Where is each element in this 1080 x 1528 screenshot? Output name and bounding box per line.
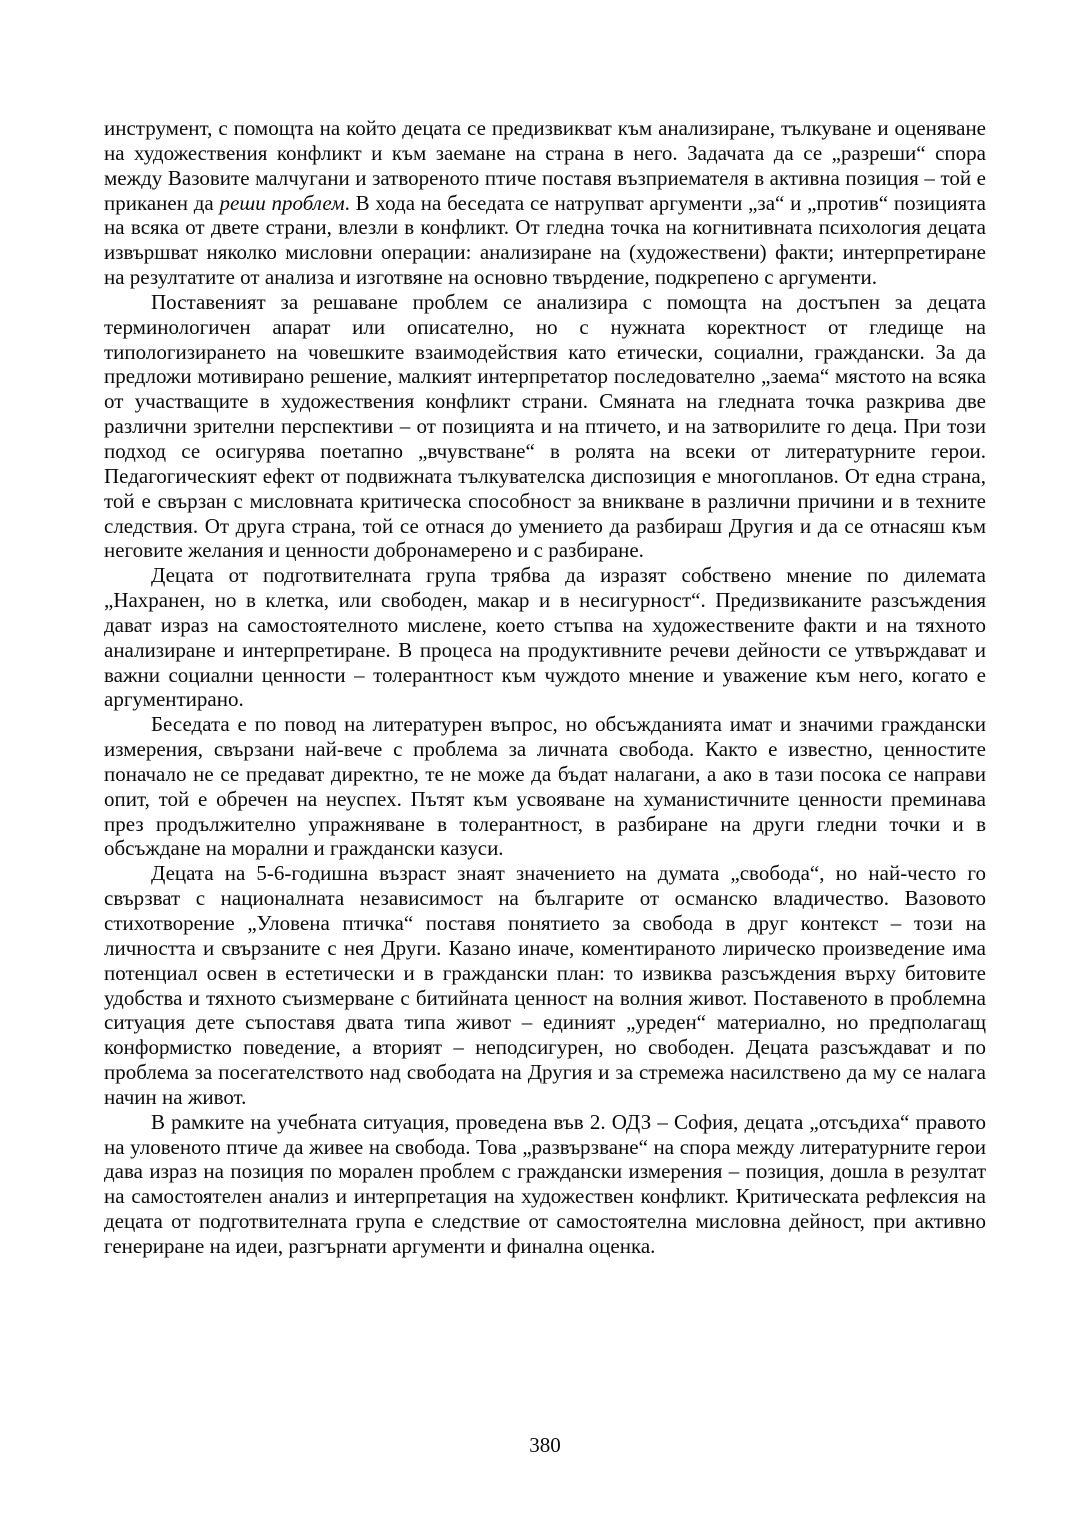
paragraph-2 (104, 290, 986, 563)
paragraph-4 (104, 712, 986, 861)
paragraph-5-text: Децата на 5-6-годишна възраст знаят значението на думата „свобода“, но най-често го свързват с националната независимост на българите от османско владичество. Вазовото стихотворение „Уловена птичка“ поставя понятието за свобода в друг контекст – този на личността и свързаните с нея Други. Казано иначе, коментираното лирическо произведение има потенциал освен в естетически и в граждански план: то извиква разсъждения върху битовите удобства и тяхното съизмерване с битийната ценност на волния живот. Поставеното в проблемна ситуация дете съпоставя двата типа живот – единият „уреден“ материално, но предполагащ конформистко поведение, а вторият – неподсигурен, но свободен. Децата разсъждават и по проблема за посегателството над свободата на Другия и за стремежа насилствено да му се налага начин на живот. (104, 861, 986, 1109)
paragraph-5 (104, 861, 986, 1109)
paragraph-1-segment-3: . В хода на беседата се натрупват аргументи „за“ и „против“ позицията на всяка от двете страни, влезли в конфликт. От гледна точка на когнитивната психология децата извършват няколко мисловни операции: анализиране на (художествени) факти; интерпретиране на резултатите от анализа и изготвяне на основно твърдение, подкрепено с аргументи. (104, 190, 986, 290)
paragraph-3 (104, 563, 986, 712)
paragraph-1-segment-1: инструмент, с помощта на който децата се предизвикват към анализиране, тълкуване и оценяване на художествения конфликт и към заемане на страна в него. Задачата да се „разреши“ спора между Вазовите малчугани и затвореното птиче поставя възприемателя в активна позиция – той е приканен да (104, 116, 986, 215)
paragraph-1 (104, 116, 986, 290)
paragraph-2-text: Поставеният за решаване проблем се анализира с помощта на достъпен за децата терминологичен апарат или описателно, но с нужната коректност от гледище на типологизирането на човешките взаимодействия като етически, социални, граждански. За да предложи мотивирано решение, малкият интерпретатор последователно „заема“ мястото на всяка от участващите в художествения конфликт страни. Смяната на гледната точка разкрива две различни зрителни перспективи – от позицията и на птичето, и на затворилите го деца. При този подход се осигурява поетапно „вчувстване“ в ролята на всеки от литературните герои. Педагогическият ефект от подвижната тълкувателска диспозиция е многопланов. От една страна, той е свързан с мисловната критическа способност за вникване в различни причини и в техните следствия. От друга страна, той се отнася до умението да разбираш Другия и да се отнасяш към неговите желания и ценности добронамерено и с разбиране. (104, 289, 986, 563)
paragraph-3-text: Децата от подготвителната група трябва да изразят собствено мнение по дилемата „Нахранен, но в клетка, или свободен, макар и в несигурност“. Предизвиканите разсъждения дават израз на самостоятелното мислене, което стъпва на художествените факти и на тяхното анализиране и интерпретиране. В процеса на продуктивните речеви дейности се утвърждават и важни социални ценности – толерантност към чуждото мнение и уважение към него, когато е аргументирано. (104, 563, 986, 712)
page-number: 380 (529, 1433, 561, 1457)
paragraph-6-text: В рамките на учебната ситуация, проведена във 2. ОДЗ – София, децата „отсъдиха“ правото на уловеното птиче да живее на свобода. Това „развързване“ на спора между литературните герои дава израз на позиция по морален проблем с граждански измерения – позиция, дошла в резултат на самостоятелен анализ и интерпретация на художествен конфликт. Критическата рефлексия на децата от подготвителната група е следствие от самостоятелна мисловна дейност, при активно генериране на идеи, разгърнати аргументи и финална оценка. (104, 1109, 986, 1258)
paragraph-6 (104, 1110, 986, 1259)
body-text (104, 116, 986, 1259)
paragraph-1-italic-phrase: реши проблем (219, 190, 345, 215)
paragraph-4-text: Беседата е по повод на литературен въпрос, но обсъжданията имат и значими граждански измерения, свързани най-вече с проблема за личната свобода. Както е известно, ценностите поначало не се предават директно, те не може да бъдат налагани, а ако в тази посока се направи опит, той е обречен на неуспех. Пътят към усвояване на хуманистичните ценности преминава през продължително упражняване в толерантност, в разбиране на други гледни точки и в обсъждане на морални и граждански казуси. (104, 712, 986, 861)
